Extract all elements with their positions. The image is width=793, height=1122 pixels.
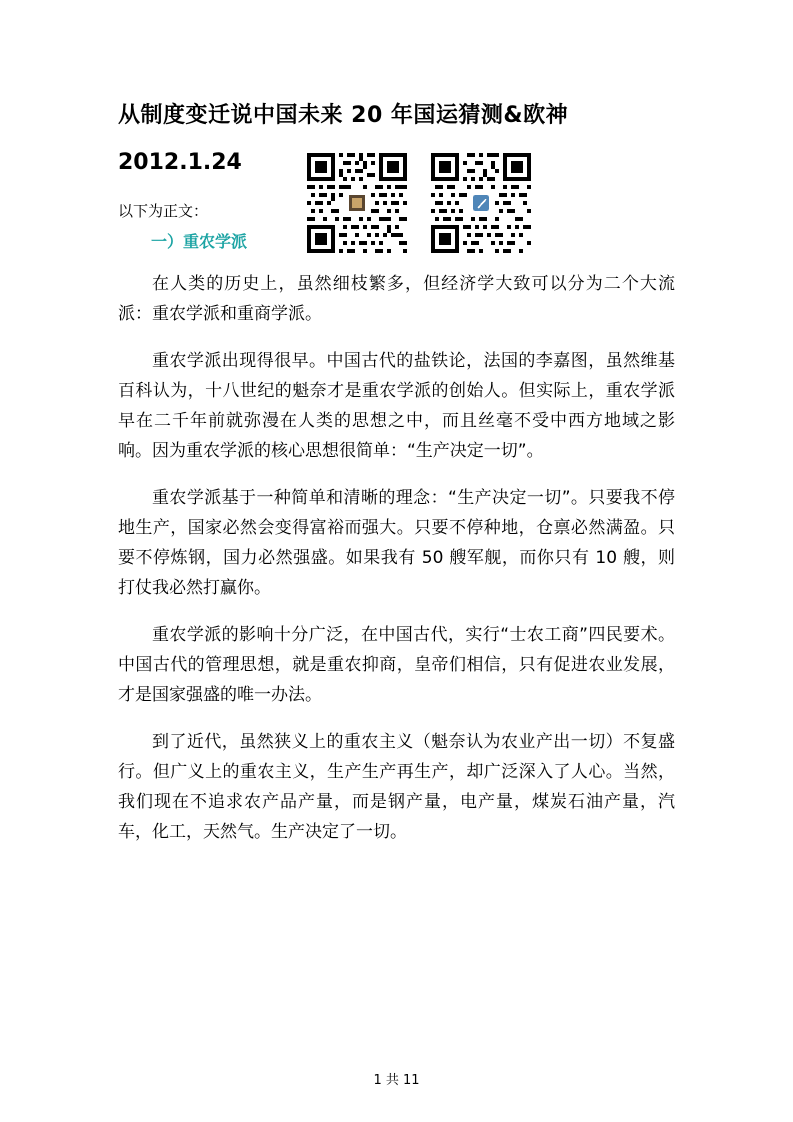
qr-code-icon bbox=[307, 153, 407, 253]
qr-code-1 bbox=[307, 153, 407, 253]
pen-icon bbox=[473, 195, 489, 211]
article-body bbox=[118, 269, 675, 864]
paragraph: 重农学派基于一种简单和清晰的理念：“生产决定一切”。只要我不停地生产，国家必然会变得富裕而强大。只要不停种地，仓禀必然满盈。只要不停炼钢，国力必然强盛。如果我有 50 艘军舰，而你只有 10 艘，则打仗我必然打赢你。 bbox=[118, 488, 675, 598]
qr-code-icon bbox=[431, 153, 531, 253]
paragraph: 重农学派的影响十分广泛，在中国古代，实行“士农工商”四民要术。中国古代的管理思想，就是重农抑商，皇帝们相信，只有促进农业发展，才是国家强盛的唯一办法。 bbox=[118, 625, 675, 705]
paragraph: 到了近代，虽然狭义上的重农主义（魁奈认为农业产出一切）不复盛行。但广义上的重农主义，生产生产再生产，却广泛深入了人心。当然，我们现在不追求农产品产量，而是钢产量，电产量，煤炭石油产量，汽车，化工，天然气。生产决定了一切。 bbox=[118, 732, 675, 842]
qr-code-2 bbox=[431, 153, 531, 253]
document-title: 从制度变迁说中国未来 20 年国运猜测&欧神 bbox=[118, 103, 569, 128]
page-indicator: 1 共 11 bbox=[373, 1073, 420, 1088]
section-heading: 一）重农学派 bbox=[151, 232, 248, 251]
paragraph: 在人类的历史上，虽然细枝繁多，但经济学大致可以分为二个大流派：重农学派和重商学派。 bbox=[118, 274, 675, 324]
paragraph: 重农学派出现得很早。中国古代的盐铁论，法国的李嘉图，虽然维基百科认为，十八世纪的魁奈才是重农学派的创始人。但实际上，重农学派早在二千年前就弥漫在人类的思想之中，而且丝毫不受中西方地域之影响。因为重农学派的核心思想很简单：“生产决定一切”。 bbox=[118, 351, 675, 461]
intro-text: 以下为正文： bbox=[118, 202, 209, 220]
document-date: 2012.1.24 bbox=[118, 150, 242, 175]
